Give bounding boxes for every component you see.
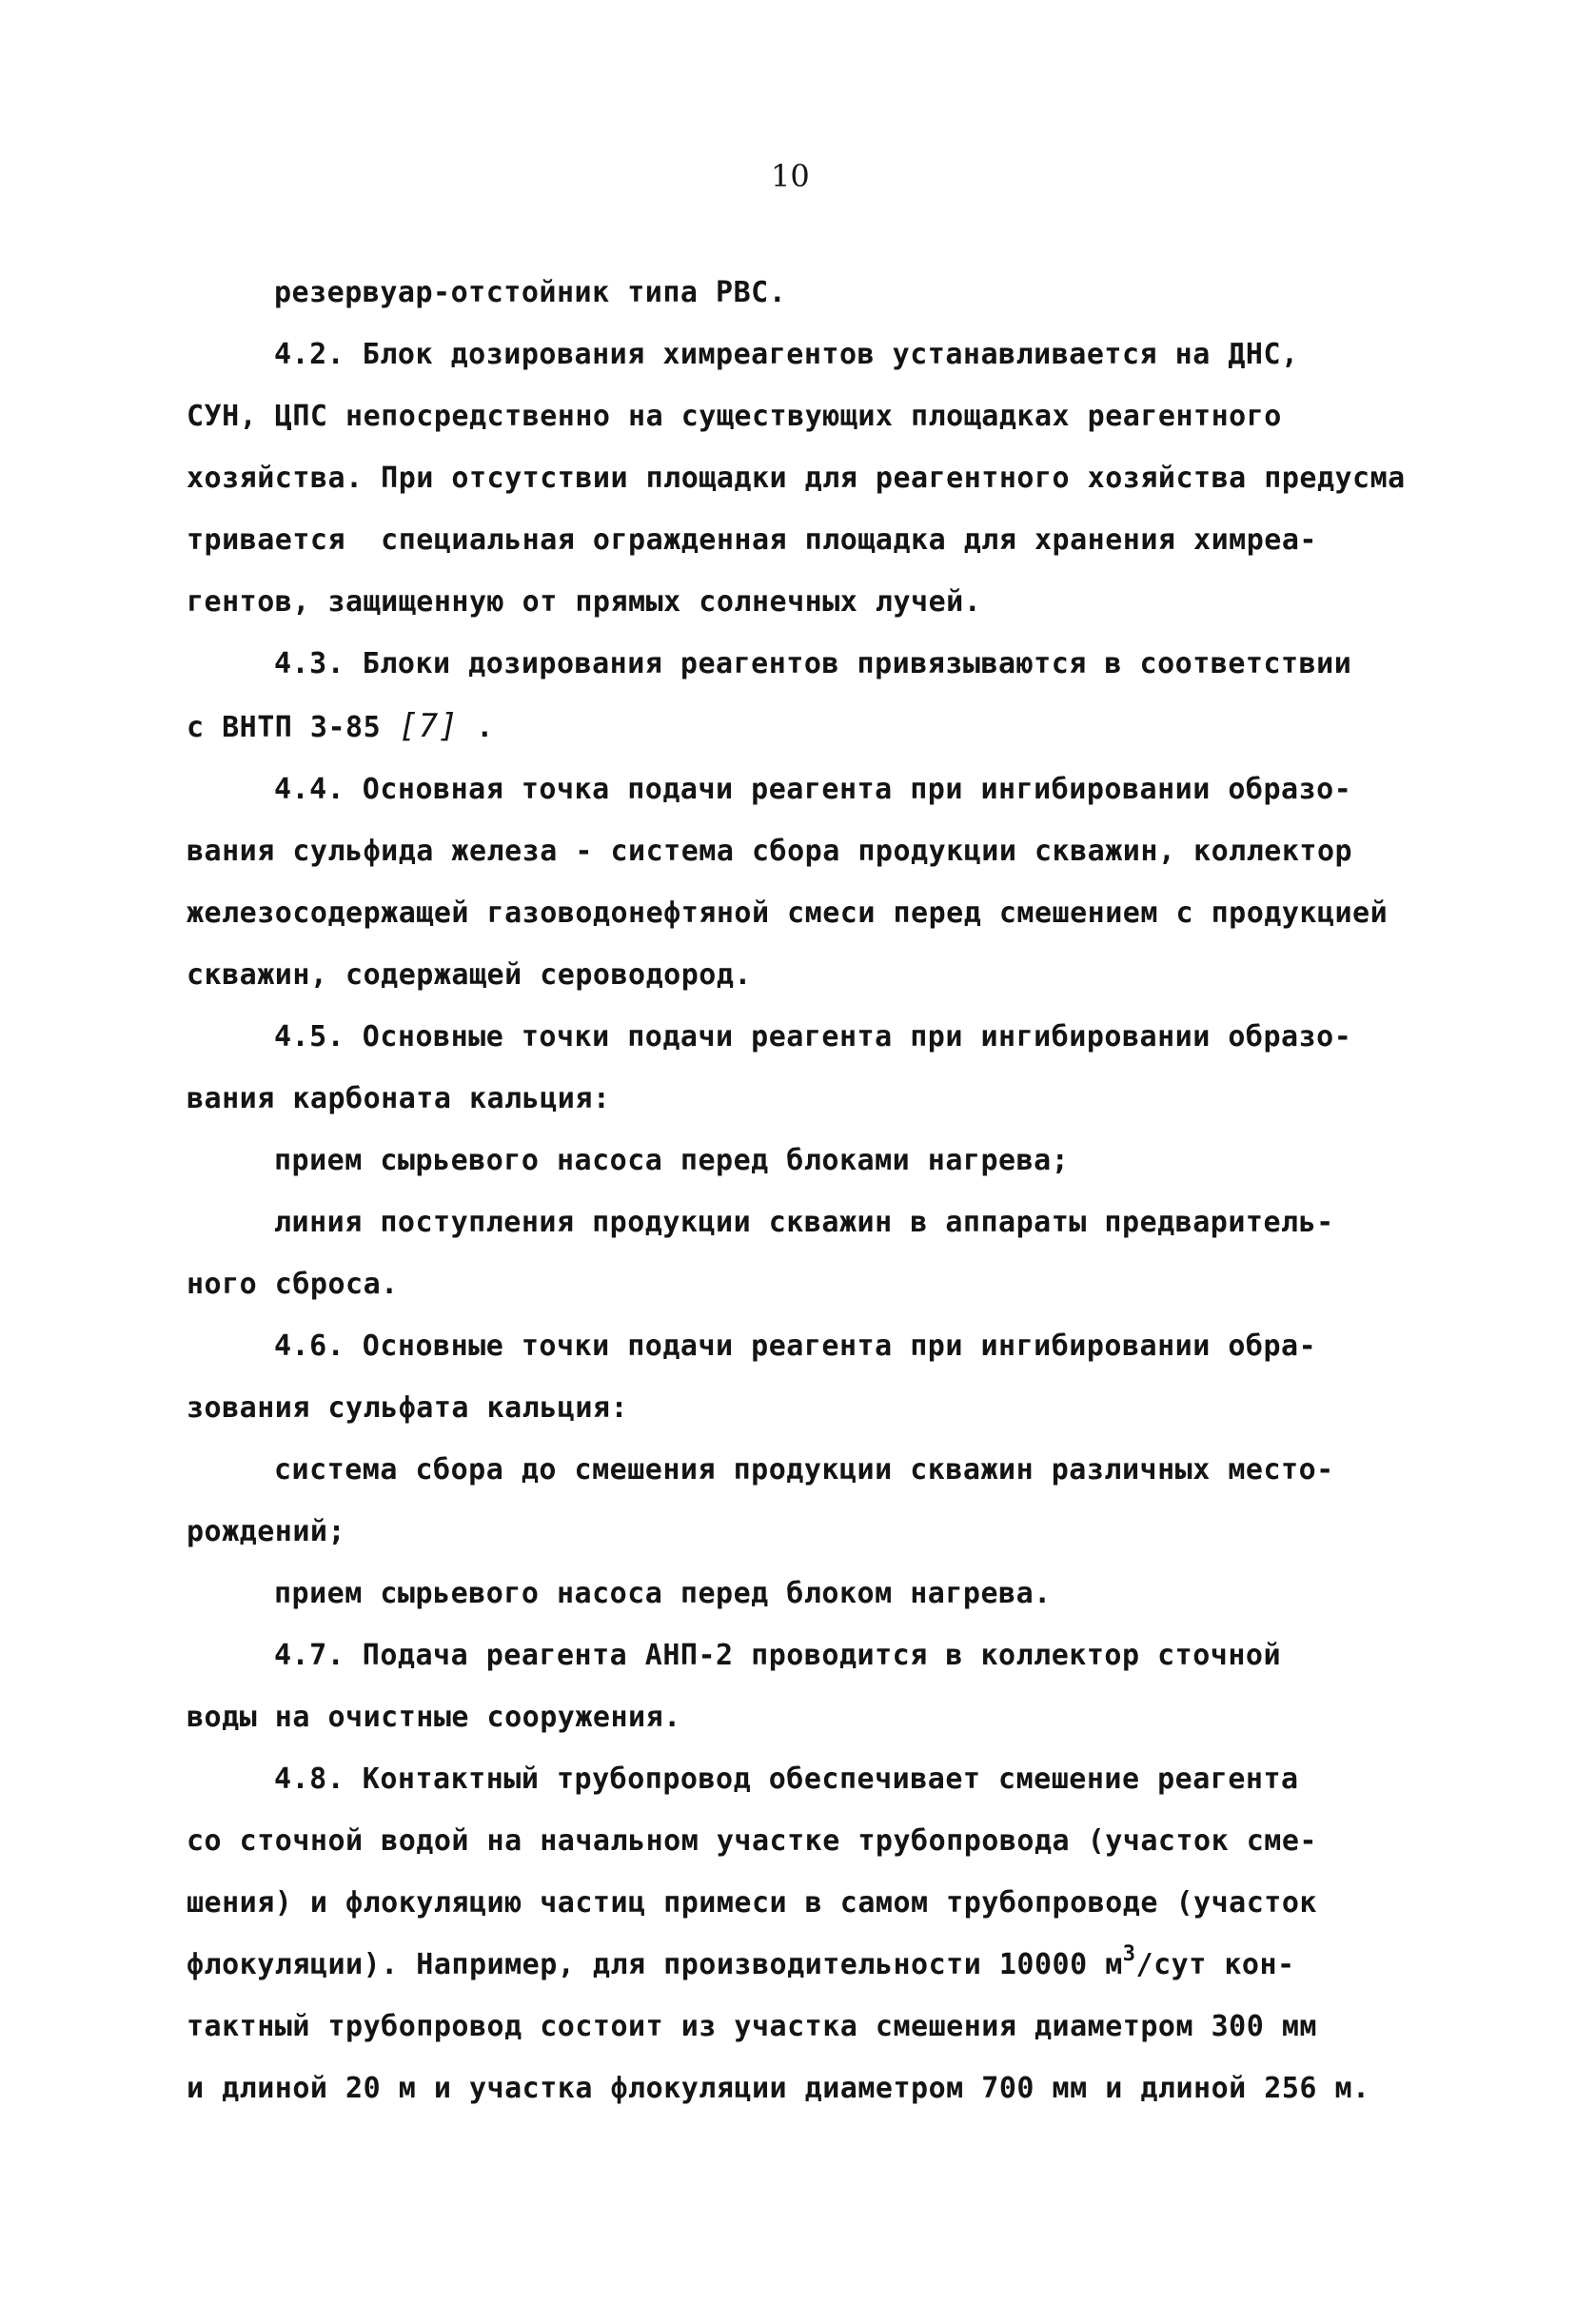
text-line: скважин, содержащей сероводород. [187, 958, 752, 992]
text-line: линия поступления продукции скважин в аппараты предваритель- [274, 1206, 1334, 1239]
text-line: и длиной 20 м и участка флокуляции диаметром 700 мм и длиной 256 м. [187, 2072, 1370, 2105]
text-line: железосодержащей газоводонефтяной смеси перед смешением с продукцией [187, 896, 1389, 930]
reference-citation: [7] [398, 707, 459, 745]
superscript: 3 [1122, 1942, 1136, 1966]
text-line: тривается специальная огражденная площадка для хранения химреа- [187, 523, 1317, 557]
text-line: хозяйства. При отсутствии площадки для реагентного хозяйства предусма [187, 462, 1406, 495]
text-line: 4.8. Контактный трубопровод обеспечивает смешение реагента [274, 1762, 1299, 1796]
text-segment: с ВНТП 3-85 [187, 711, 382, 744]
text-line: 4.4. Основная точка подачи реагента при ингибировании образо- [274, 773, 1352, 806]
text-line: 4.7. Подача реагента АНП-2 проводится в коллектор сточной [274, 1639, 1282, 1672]
page-number: 10 [771, 158, 810, 194]
text-line: зования сульфата кальция: [187, 1391, 629, 1425]
text-line: вания сульфида железа - система сбора продукции скважин, коллектор [187, 835, 1353, 868]
text-line-with-superscript [187, 1942, 1295, 1984]
text-line: 4.6. Основные точки подачи реагента при ингибировании обра- [274, 1329, 1317, 1363]
text-line-with-reference [187, 707, 494, 747]
text-line: шения) и флокуляцию частиц примеси в самом трубопроводе (участок [187, 1886, 1317, 1920]
text-line: СУН, ЦПС непосредственно на существующих площадках реагентного [187, 400, 1282, 433]
text-line: со сточной водой на начальном участке трубопровода (участок сме- [187, 1824, 1317, 1858]
text-line: 4.5. Основные точки подачи реагента при ингибировании образо- [274, 1020, 1352, 1054]
text-line: резервуар-отстойник типа РВС. [274, 276, 787, 309]
text-line: гентов, защищенную от прямых солнечных лучей. [187, 585, 982, 619]
text-line: рождений; [187, 1515, 346, 1548]
text-line: вания карбоната кальция: [187, 1082, 611, 1115]
text-line: воды на очистные сооружения. [187, 1701, 681, 1734]
text-line: прием сырьевого насоса перед блоками нагрева; [274, 1144, 1070, 1177]
text-segment: /сут кон- [1135, 1948, 1295, 1981]
text-segment: флокуляции). Например, для производительности 10000 м [187, 1948, 1123, 1981]
text-line: 4.3. Блоки дозирования реагентов привязываются в соответствии [274, 647, 1352, 680]
text-line: 4.2. Блок дозирования химреагентов устанавливается на ДНС, [274, 338, 1299, 371]
text-segment: . [458, 711, 494, 744]
text-line: ного сброса. [187, 1268, 399, 1301]
text-line: тактный трубопровод состоит из участка смешения диаметром 300 мм [187, 2010, 1317, 2043]
text-line: система сбора до смешения продукции скважин различных место- [274, 1453, 1334, 1487]
text-line: прием сырьевого насоса перед блоком нагрева. [274, 1577, 1052, 1610]
